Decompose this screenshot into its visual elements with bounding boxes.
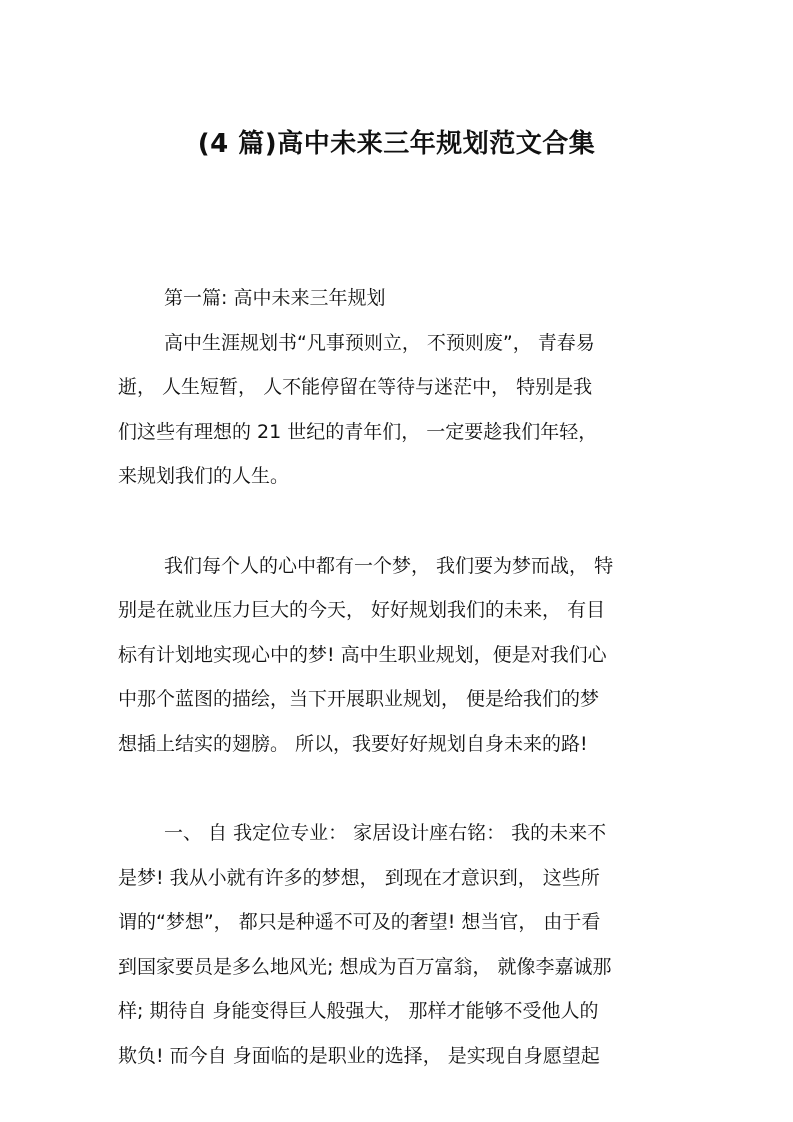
paragraph [118, 321, 678, 499]
text-line: 是梦! 我从小就有许多的梦想， 到现在才意识到， 这些所 [118, 866, 600, 889]
text-line: 我们每个人的心中都有一个梦， 我们要为梦而战， 特 [164, 554, 614, 577]
document-title: (4 篇)高中未来三年规划范文合集 [197, 129, 596, 159]
text-line: 来规划我们的人生。 [118, 465, 290, 487]
text-line: 高中生涯规划书“凡事预则立， 不预则废”， 青春易 [164, 331, 595, 354]
paragraph [118, 811, 678, 1078]
text-line: 一、 自 我定位专业： 家居设计座右铭： 我的未来不 [164, 822, 607, 844]
text-line: 中那个蓝图的描绘，当下开展职业规划， 便是给我们的梦 [118, 688, 600, 710]
paragraph [118, 544, 678, 767]
text-line: 标有计划地实现心中的梦! 高中生职业规划，便是对我们心 [118, 643, 607, 666]
text-line: 想插上结实的翅膀。 所以，我要好好规划自身未来的路! [118, 732, 588, 755]
section-heading [118, 276, 678, 321]
text-line: 谓的“梦想”， 都只是种遥不可及的奢望! 想当官， 由于看 [118, 911, 601, 933]
text-line: 到国家要员是多么地风光; 想成为百万富翁， 就像李嘉诚那 [118, 955, 612, 978]
text-line: 欺负! 而今自 身面临的是职业的选择， 是实现自身愿望起 [118, 1044, 600, 1067]
paragraph-spacer [118, 766, 678, 811]
paragraph-spacer [118, 499, 678, 544]
text-line: 样; 期待自 身能变得巨人般强大， 那样才能够不受他人的 [118, 1000, 599, 1022]
text-line: 逝， 人生短暂， 人不能停留在等待与迷茫中， 特别是我 [118, 376, 593, 398]
text-line: 们这些有理想的 21 世纪的青年们， 一定要趁我们年轻， [118, 420, 598, 443]
document-body [118, 276, 678, 1078]
text-line: 第一篇: 高中未来三年规划 [164, 287, 386, 309]
text-line: 别是在就业压力巨大的今天， 好好规划我们的未来， 有目 [118, 599, 606, 621]
